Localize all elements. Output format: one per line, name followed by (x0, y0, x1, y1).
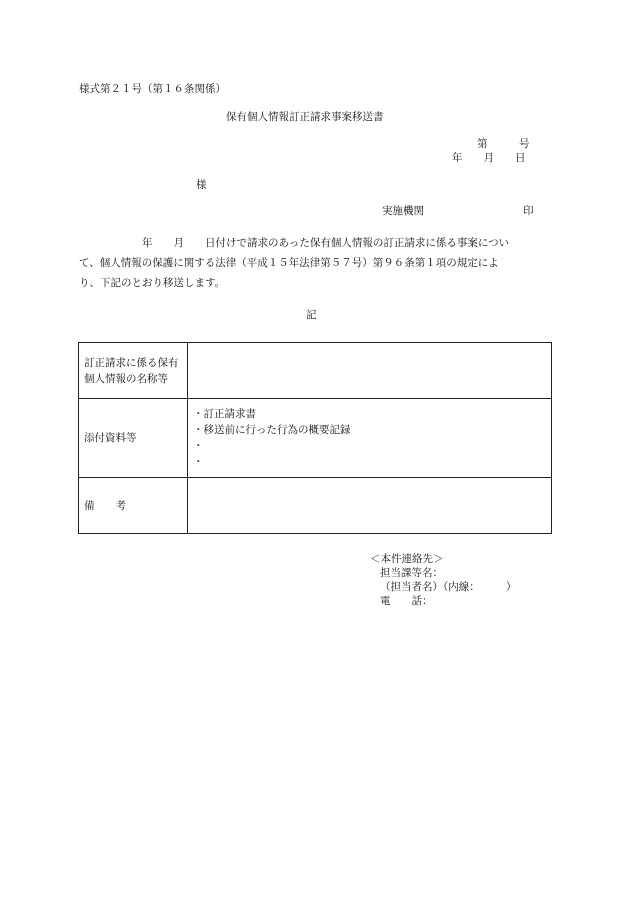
contact-phone: 電 話： (380, 595, 433, 607)
attachments-value (188, 399, 552, 478)
contact-person: （担当者名）（内線： ） (380, 581, 517, 593)
document-date: 年 月 日 (452, 152, 526, 164)
ki-heading: 記 (306, 309, 317, 321)
body-paragraph (79, 233, 552, 293)
body-line: て、個人情報の保護に関する法律（平成１５年法律第５７号）第９６条第１項の規定によ (79, 257, 499, 269)
table-row (79, 343, 552, 399)
form-number: 様式第２１号（第１６条関係） (79, 83, 226, 95)
attachments-label: 添付資料等 (79, 399, 188, 478)
info-name-value (188, 343, 552, 399)
remarks-value (188, 478, 552, 534)
body-line: り、下記のとおり移送します。 (79, 277, 226, 289)
attachment-item: ・ (193, 440, 204, 452)
table-row (79, 399, 552, 478)
table-row (79, 478, 552, 534)
info-name-label: 訂正請求に係る保有個人情報の名称等 (79, 343, 188, 399)
document-title: 保有個人情報訂正請求事案移送書 (226, 111, 384, 123)
contact-block (370, 552, 517, 608)
remarks-label: 備 考 (79, 478, 188, 534)
attachment-item: ・ (193, 456, 204, 468)
sender-agency: 実施機関 (382, 205, 424, 217)
addressee: 様 (196, 179, 207, 191)
attachment-item: ・訂正請求書 (193, 408, 256, 420)
contact-department: 担当課等名： (380, 567, 443, 579)
attachment-item: ・移送前に行った行為の概要記録 (193, 424, 351, 436)
body-line: 年 月 日付けで請求のあった保有個人情報の訂正請求に係る事案につい (79, 237, 510, 249)
seal-mark: 印 (523, 205, 534, 217)
document-number: 第 号 (477, 138, 530, 150)
contact-heading: ＜本件連絡先＞ (370, 553, 444, 565)
transfer-details-table (78, 342, 552, 534)
